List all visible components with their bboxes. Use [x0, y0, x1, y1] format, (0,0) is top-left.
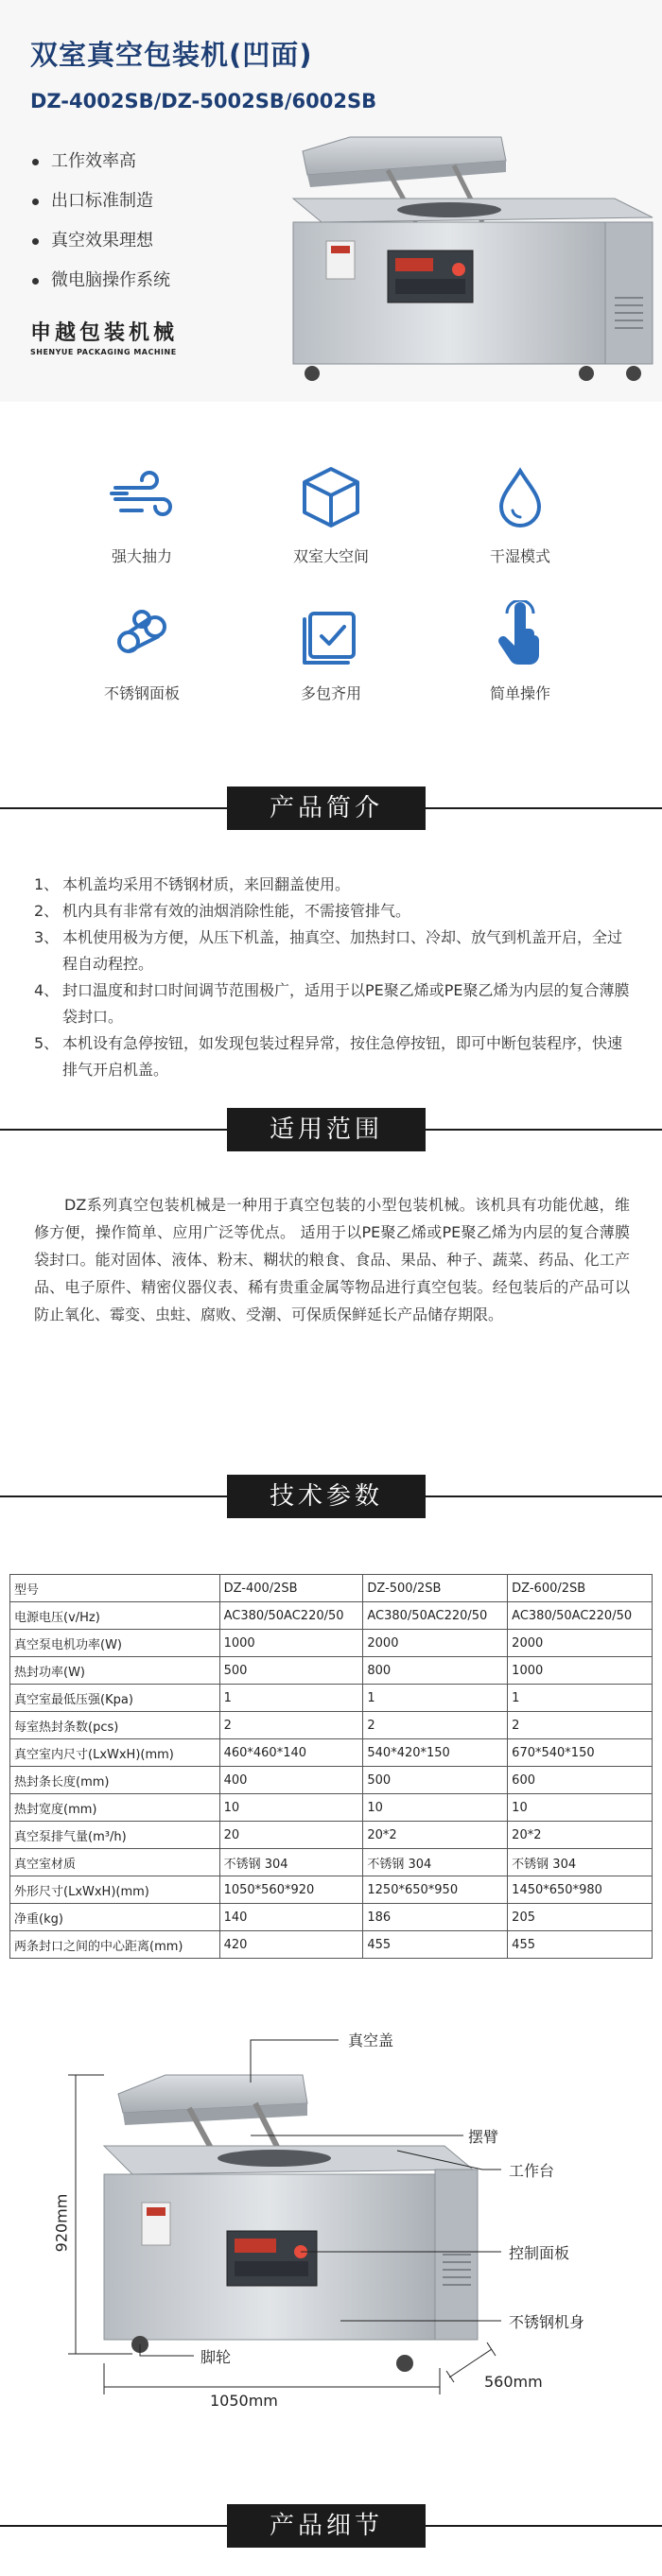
spec-param-name: 热封条长度(mm)	[10, 1767, 220, 1794]
label-vacuum-lid: 真空盖	[348, 2031, 394, 2049]
section-title: 适用范围	[227, 1108, 426, 1151]
feature-icon-label: 多包齐用	[300, 684, 361, 702]
spec-param-name: 每室热封条数(pcs)	[10, 1712, 220, 1739]
spec-row	[10, 1685, 653, 1712]
spec-param-name: 真空室材质	[10, 1849, 220, 1876]
spec-value: 1	[508, 1685, 653, 1712]
intro-item-text: 封口温度和封口时间调节范围极广，适用于以PE聚乙烯或PE聚乙烯为内层的复合薄膜袋封口。	[62, 981, 630, 1026]
spec-row	[10, 1849, 653, 1876]
spec-value: 1000	[508, 1657, 653, 1685]
label-swing-arm: 摆臂	[468, 2128, 499, 2146]
spec-row	[10, 1602, 653, 1630]
machine-dimension-drawing	[0, 2004, 662, 2411]
spec-value: AC380/50AC220/50	[219, 1602, 363, 1630]
label-caster: 脚轮	[200, 2348, 232, 2366]
spec-value: 2	[219, 1712, 363, 1739]
spec-param-name: 热封宽度(mm)	[10, 1794, 220, 1822]
intro-item	[34, 1030, 630, 1083]
spec-value: 2	[508, 1712, 653, 1739]
spec-value: 205	[508, 1904, 653, 1931]
spec-value: DZ-500/2SB	[363, 1575, 508, 1602]
spec-value: AC380/50AC220/50	[508, 1602, 653, 1630]
brand-logo	[30, 317, 178, 356]
intro-item-text: 本机盖均采用不锈钢材质，来回翻盖使用。	[62, 875, 351, 893]
feature-icon-label: 不锈钢面板	[103, 684, 180, 702]
feature-icon-item	[426, 600, 615, 703]
spec-row	[10, 1739, 653, 1767]
spec-value: 670*540*150	[508, 1739, 653, 1767]
spec-row	[10, 1630, 653, 1657]
label-steel-body: 不锈钢机身	[509, 2313, 585, 2331]
spec-value: 不锈钢 304	[363, 1849, 508, 1876]
spec-value: 1250*650*950	[363, 1876, 508, 1904]
spec-param-name: 外形尺寸(LxWxH)(mm)	[10, 1876, 220, 1904]
spec-value: 500	[219, 1657, 363, 1685]
wind-icon	[108, 463, 176, 531]
spec-param-name: 两条封口之间的中心距离(mm)	[10, 1931, 220, 1959]
feature-icon-item	[236, 600, 426, 703]
spec-row	[10, 1794, 653, 1822]
label-height: 920mm	[52, 2193, 71, 2253]
feature-list	[30, 142, 170, 301]
intro-item	[34, 898, 630, 925]
spec-value: 186	[363, 1904, 508, 1931]
label-worktable: 工作台	[509, 2162, 555, 2180]
section-title: 产品细节	[227, 2504, 426, 2548]
spec-value: 1050*560*920	[219, 1876, 363, 1904]
intro-item-number: 5、	[34, 1034, 60, 1052]
spec-value: 400	[219, 1767, 363, 1794]
spec-value: 800	[363, 1657, 508, 1685]
feature-icon-item	[47, 600, 236, 703]
spec-value: 10	[363, 1794, 508, 1822]
spec-table	[9, 1574, 653, 1959]
section-header-intro	[0, 787, 662, 830]
spec-param-name: 真空室内尺寸(LxWxH)(mm)	[10, 1739, 220, 1767]
spec-value: 140	[219, 1904, 363, 1931]
spec-value: 540*420*150	[363, 1739, 508, 1767]
intro-item-text: 本机使用极为方便，从压下机盖，抽真空、加热封口、冷却、放气到机盖开启，全过程自动程控。	[62, 928, 623, 973]
intro-item	[34, 977, 630, 1030]
spec-value: DZ-400/2SB	[219, 1575, 363, 1602]
spec-param-name: 电源电压(v/Hz)	[10, 1602, 220, 1630]
spec-param-name: 热封功率(W)	[10, 1657, 220, 1685]
intro-list	[34, 872, 630, 1083]
spec-value: 455	[363, 1931, 508, 1959]
spec-value: 420	[219, 1931, 363, 1959]
spec-param-name: 净重(kg)	[10, 1904, 220, 1931]
checkbox-icon	[297, 600, 365, 668]
spec-value: 20*2	[508, 1822, 653, 1849]
spec-row	[10, 1712, 653, 1739]
label-length: 1050mm	[210, 2392, 278, 2410]
hand-pointer-icon	[486, 600, 554, 668]
spec-value: 10	[219, 1794, 363, 1822]
feature-icon-label: 双室大空间	[292, 547, 369, 565]
brand-name: 申越包装机械	[30, 321, 179, 345]
spec-param-name: 真空泵电机功率(W)	[10, 1630, 220, 1657]
feature-item: 出口标准制造	[30, 182, 170, 221]
water-drop-icon	[486, 463, 554, 531]
scope-paragraph: DZ系列真空包装机械是一种用于真空包装的小型包装机械。该机具有功能优越，维修方便，操作简单、应用广泛等优点。 适用于以PE聚乙烯或PE聚乙烯为内层的复合薄膜袋封口。能对固体、液体、粉末、糊状的粮食、食品、果品、种子、蔬菜、药品、化工产品、电子原件、精密仪器仪表、稀有贵重金属等物品进行真空包装。经包装后的产品可以防止氧化、霉变、虫蛀、腐败、受潮、可保质保鲜延长产品储存期限。	[34, 1196, 630, 1323]
spec-param-name: 真空泵排气量(m³/h)	[10, 1822, 220, 1849]
spec-value: 2	[363, 1712, 508, 1739]
intro-item-number: 2、	[34, 902, 60, 920]
spec-value: AC380/50AC220/50	[363, 1602, 508, 1630]
feature-icon-grid	[0, 444, 662, 728]
section-title: 技术参数	[227, 1475, 426, 1518]
brand-name-en: SHENYUE PACKAGING MACHINE	[30, 348, 177, 356]
spec-value: 500	[363, 1767, 508, 1794]
feature-icon-label: 简单操作	[489, 684, 550, 702]
section-header-specs	[0, 1475, 662, 1518]
feature-icon-item	[47, 463, 236, 566]
spec-value: 20	[219, 1822, 363, 1849]
hero-banner	[0, 0, 662, 402]
spec-row	[10, 1657, 653, 1685]
product-models: DZ-4002SB/DZ-5002SB/6002SB	[30, 90, 377, 112]
spec-value: 2000	[508, 1630, 653, 1657]
intro-item-text: 机内具有非常有效的油烟消除性能，不需接管排气。	[62, 902, 411, 920]
feature-icon-item	[236, 463, 426, 566]
intro-item-number: 3、	[34, 928, 60, 946]
spec-value: DZ-600/2SB	[508, 1575, 653, 1602]
product-title: 双室真空包装机(凹面)	[30, 39, 313, 71]
spec-param-name: 型号	[10, 1575, 220, 1602]
spec-value: 1	[219, 1685, 363, 1712]
spec-row	[10, 1931, 653, 1959]
intro-item-number: 1、	[34, 875, 60, 893]
spec-header-row	[10, 1575, 653, 1602]
spec-value: 1450*650*980	[508, 1876, 653, 1904]
spec-value: 2000	[363, 1630, 508, 1657]
feature-item: 工作效率高	[30, 142, 170, 182]
label-control-panel: 控制面板	[509, 2244, 570, 2262]
spec-value: 不锈钢 304	[508, 1849, 653, 1876]
spec-value: 1000	[219, 1630, 363, 1657]
spec-table-body	[10, 1575, 653, 1959]
spec-param-name: 真空室最低压强(Kpa)	[10, 1685, 220, 1712]
spec-value: 不锈钢 304	[219, 1849, 363, 1876]
feature-icon-item	[426, 463, 615, 566]
spec-row	[10, 1767, 653, 1794]
section-header-details	[0, 2504, 662, 2548]
spec-value: 10	[508, 1794, 653, 1822]
spec-value: 455	[508, 1931, 653, 1959]
spec-value: 1	[363, 1685, 508, 1712]
spec-row	[10, 1822, 653, 1849]
dimension-diagram	[0, 2004, 662, 2411]
intro-item	[34, 925, 630, 977]
feature-item: 真空效果理想	[30, 221, 170, 261]
spec-row	[10, 1904, 653, 1931]
spec-value: 20*2	[363, 1822, 508, 1849]
section-header-scope	[0, 1108, 662, 1151]
intro-item-text: 本机设有急停按钮，如发现包装过程异常，按住急停按钮，即可中断包装程序，快速排气开启机盖。	[62, 1034, 623, 1079]
spec-value: 460*460*140	[219, 1739, 363, 1767]
cube-icon	[297, 463, 365, 531]
feature-icon-label: 强大抽力	[111, 547, 172, 565]
label-width: 560mm	[484, 2373, 543, 2391]
spec-row	[10, 1876, 653, 1904]
feature-item: 微电脑操作系统	[30, 261, 170, 301]
machine-photo	[284, 132, 657, 388]
spec-value: 600	[508, 1767, 653, 1794]
intro-item-number: 4、	[34, 981, 60, 999]
steel-pipes-icon	[108, 600, 176, 668]
section-title: 产品简介	[227, 787, 426, 830]
feature-icon-label: 干湿模式	[489, 547, 550, 565]
intro-item	[34, 872, 630, 898]
